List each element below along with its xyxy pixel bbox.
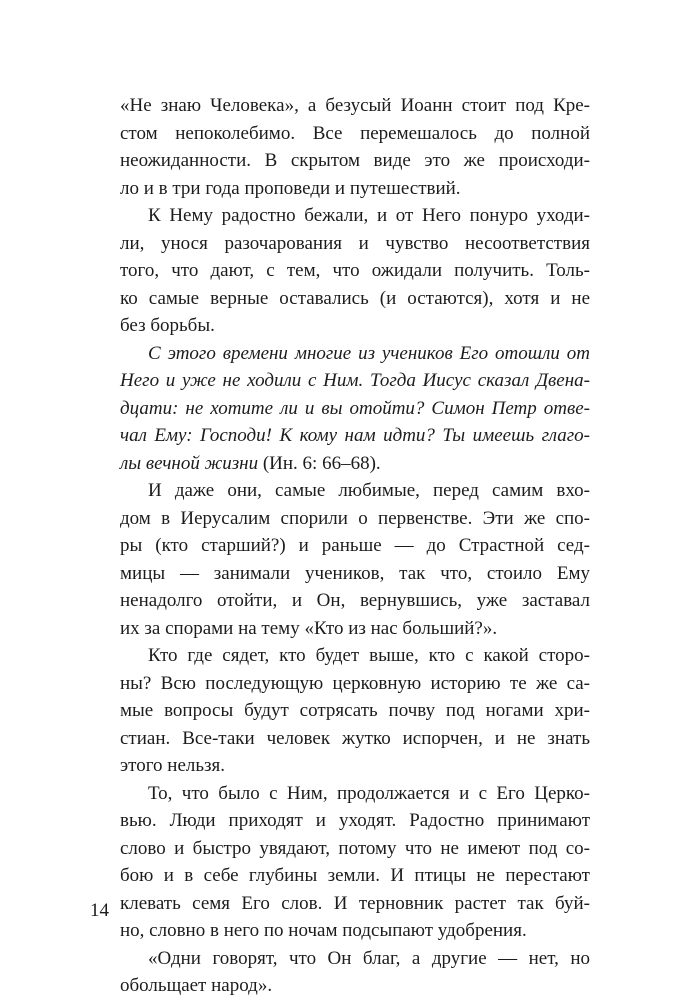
text-line: стиан. Все-таки человек жутко испорчен, и не знать bbox=[120, 727, 590, 749]
text-line: обольщает народ». bbox=[120, 975, 273, 996]
paragraph bbox=[120, 477, 590, 642]
text-line: вью. Люди приходят и уходят. Радостно принимают bbox=[120, 810, 590, 831]
text-line: неожиданности. В скрытом виде это же происходи- bbox=[120, 150, 590, 171]
paragraph bbox=[120, 202, 590, 340]
text-line: «Не знаю Человека», а безусый Иоанн стоит под Кре- bbox=[120, 95, 590, 116]
paragraph bbox=[120, 945, 590, 1000]
text-line: ко самые верные оставались (и остаются), хотя и не bbox=[120, 287, 590, 309]
text-line: К Нему радостно бежали, и от Него понуро уходи- bbox=[148, 205, 590, 226]
text-line: То, что было с Ним, продолжается и с Его Церко- bbox=[148, 782, 590, 804]
paragraph bbox=[120, 780, 590, 945]
text-line: без борьбы. bbox=[120, 315, 215, 336]
text-line: этого нельзя. bbox=[120, 755, 226, 776]
text-line: ли, унося разочарования и чувство несоответствия bbox=[120, 232, 590, 254]
text-line: Кто где сядет, кто будет выше, кто с какой сторо- bbox=[148, 645, 590, 666]
text-line bbox=[120, 450, 590, 478]
text-line: дцати: не хотите ли и вы отойти? Симон Петр отве- bbox=[120, 397, 590, 419]
text-line: стом непоколебимо. Все перемешалось до полной bbox=[120, 122, 590, 144]
scripture-citation: (Ин. 6: 66–68). bbox=[258, 452, 381, 474]
text-line: бою и в себе глубины земли. И птицы не перестают bbox=[120, 865, 590, 886]
paragraph bbox=[120, 92, 590, 202]
text-line: но, словно в него по ночам подсыпают удобрения. bbox=[120, 920, 527, 941]
text-line: их за спорами на тему «Кто из нас больший?». bbox=[120, 617, 498, 639]
text-line: С этого времени многие из учеников Его отошли от bbox=[148, 342, 590, 364]
text-line: клевать семя Его слов. И терновник растет так буй- bbox=[120, 892, 590, 914]
text-line: дом в Иерусалим спорили о первенстве. Эти же спо- bbox=[120, 507, 590, 529]
text-line: И даже они, самые любимые, перед самим вхо- bbox=[148, 480, 590, 501]
text-line: чал Ему: Господи! К кому нам идти? Ты имеешь глаго- bbox=[120, 425, 590, 446]
text-line: ненадолго отойти, и Он, вернувшись, уже заставал bbox=[120, 590, 590, 611]
text-line: Него и уже не ходили с Ним. Тогда Иисус сказал Двена- bbox=[120, 370, 590, 391]
page-number: 14 bbox=[90, 900, 109, 921]
page-body-text bbox=[120, 92, 590, 1000]
text-line: ры (кто старший?) и раньше — до Страстной сед- bbox=[120, 535, 590, 556]
text-line: того, что дают, с тем, что ожидали получить. Толь- bbox=[120, 260, 590, 281]
text-line: ло и в три года проповеди и путешествий. bbox=[120, 177, 461, 199]
quote-text: лы вечной жизни bbox=[120, 452, 259, 474]
text-line: ны? Всю последующую церковную историю те же са- bbox=[120, 672, 590, 694]
scripture-quote bbox=[120, 340, 590, 478]
text-line: слово и быстро увядают, потому что не имеют под со- bbox=[120, 837, 590, 859]
text-line: мицы — занимали учеников, так что, стоило Ему bbox=[120, 562, 590, 584]
text-line: мые вопросы будут сотрясать почву под ногами хри- bbox=[120, 700, 590, 721]
text-line: «Одни говорят, что Он благ, а другие — нет, но bbox=[148, 947, 590, 969]
paragraph bbox=[120, 642, 590, 780]
